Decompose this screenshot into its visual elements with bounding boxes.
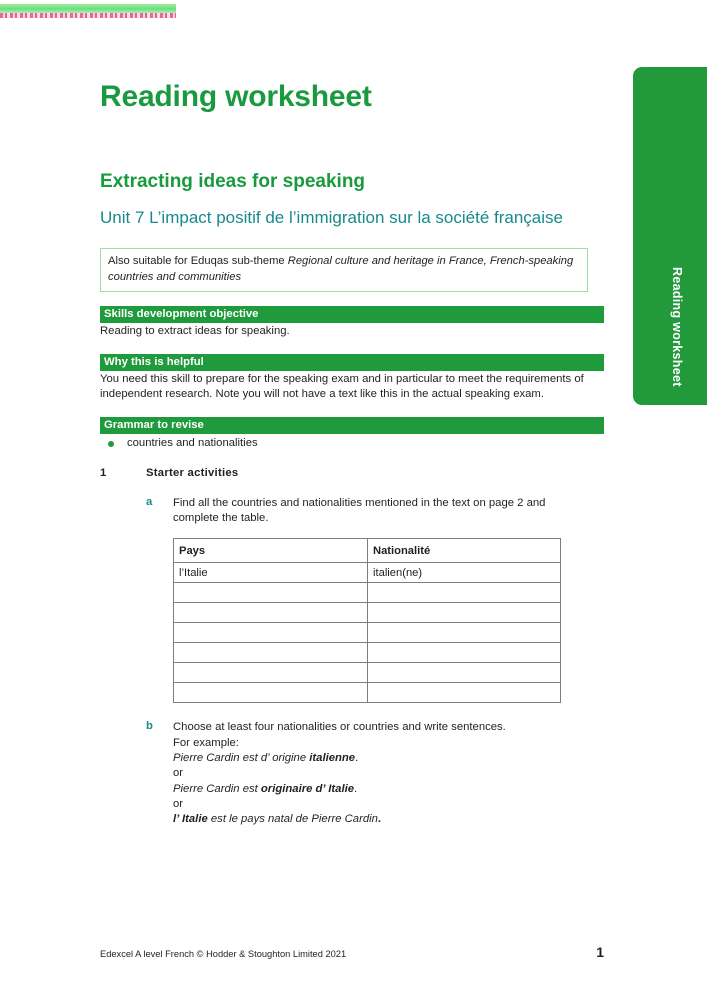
grammar-section (100, 417, 604, 452)
skills-body: Reading to extract ideas for speaking. (100, 325, 290, 338)
example-sentence-1 (173, 751, 585, 766)
crop-marks-decoration (0, 0, 176, 22)
table-row (174, 643, 561, 663)
why-helpful-section (100, 354, 604, 403)
table-cell-nationalite[interactable] (368, 643, 561, 663)
example-sentence-2 (173, 782, 585, 797)
table-header-pays: Pays (174, 539, 368, 563)
grammar-bullet-list (100, 436, 604, 452)
grammar-banner: Grammar to revise (100, 417, 604, 434)
table-cell-pays[interactable] (174, 623, 368, 643)
part-b-letter: b (146, 720, 153, 733)
skills-section (100, 306, 604, 339)
table-row (174, 603, 561, 623)
countries-nationalities-table (173, 538, 561, 703)
also-suitable-box (100, 248, 588, 292)
pink-registration-bar (0, 13, 176, 18)
example-sentences (173, 751, 585, 828)
example-2-lead: Pierre Cardin est (173, 782, 261, 795)
table-cell-nationalite[interactable] (368, 623, 561, 643)
example-sentence-3 (173, 812, 585, 827)
table-cell-pays[interactable] (174, 603, 368, 623)
part-b-for-example: For example: (173, 736, 239, 749)
table-row (174, 583, 561, 603)
page-footer (100, 944, 604, 960)
table-row (174, 663, 561, 683)
also-suitable-prefix: Also suitable for Eduqas sub-theme (108, 255, 288, 268)
example-or-2: or (173, 798, 184, 811)
table-row (174, 683, 561, 703)
section-title: Extracting ideas for speaking (100, 170, 366, 192)
table-cell-pays[interactable] (174, 683, 368, 703)
table-cell-pays[interactable]: l’Italie (174, 563, 368, 583)
part-a-letter: a (146, 495, 153, 508)
activity-number: 1 (100, 466, 107, 479)
skills-banner: Skills development objective (100, 306, 604, 323)
table-cell-pays[interactable] (174, 643, 368, 663)
example-3-bold: l’ Italie (173, 813, 208, 826)
footer-copyright: Edexcel A level French © Hodder & Stoughton Limited 2021 (100, 949, 347, 959)
table-header-nationalite: Nationalité (368, 539, 561, 563)
activity-heading: Starter activities (146, 466, 239, 479)
table-cell-pays[interactable] (174, 663, 368, 683)
example-3-tail: est le pays natal de Pierre Cardin (207, 813, 378, 826)
table-cell-nationalite[interactable]: italien(ne) (368, 563, 561, 583)
list-item: countries and nationalities (100, 436, 604, 452)
table-row (174, 563, 561, 583)
example-1-bold: italienne (309, 751, 356, 764)
table-header-row (174, 539, 561, 563)
example-2-bold: originaire d’ Italie (260, 782, 355, 795)
table-row (174, 623, 561, 643)
example-3-period: . (377, 813, 382, 826)
table-cell-nationalite[interactable] (368, 663, 561, 683)
side-tab (633, 67, 707, 405)
part-b-body (173, 720, 585, 828)
table-cell-nationalite[interactable] (368, 583, 561, 603)
example-or-1: or (173, 767, 184, 780)
page-title: Reading worksheet (100, 80, 372, 113)
unit-subtitle: Unit 7 L’impact positif de l’immigration sur la société française (100, 208, 563, 228)
green-registration-bar (0, 4, 176, 13)
example-1-tail: . (355, 751, 359, 764)
activity-part-b (100, 720, 604, 828)
why-helpful-body: You need this skill to prepare for the speaking exam and in particular to meet the requirements of independent research. Note you will not have a text like this in the actual speaking exam. (100, 372, 584, 401)
why-helpful-banner: Why this is helpful (100, 354, 604, 371)
example-1-lead: Pierre Cardin est d’ origine (173, 751, 310, 764)
example-2-tail: . (354, 782, 358, 795)
also-suitable-italic: Regional culture and heritage in France, French-speaking countries and communities (108, 255, 574, 283)
part-a-text: Find all the countries and nationalities mentioned in the text on page 2 and complete the table. (173, 496, 546, 524)
activity-heading-row (100, 467, 604, 479)
table-cell-nationalite[interactable] (368, 683, 561, 703)
table-cell-nationalite[interactable] (368, 603, 561, 623)
activity-part-a (100, 496, 604, 527)
page-content (100, 80, 604, 828)
part-b-text: Choose at least four nationalities or countries and write sentences. (173, 721, 506, 734)
footer-page-number: 1 (596, 944, 604, 960)
table-cell-pays[interactable] (174, 583, 368, 603)
side-tab-label: Reading worksheet (670, 267, 684, 387)
